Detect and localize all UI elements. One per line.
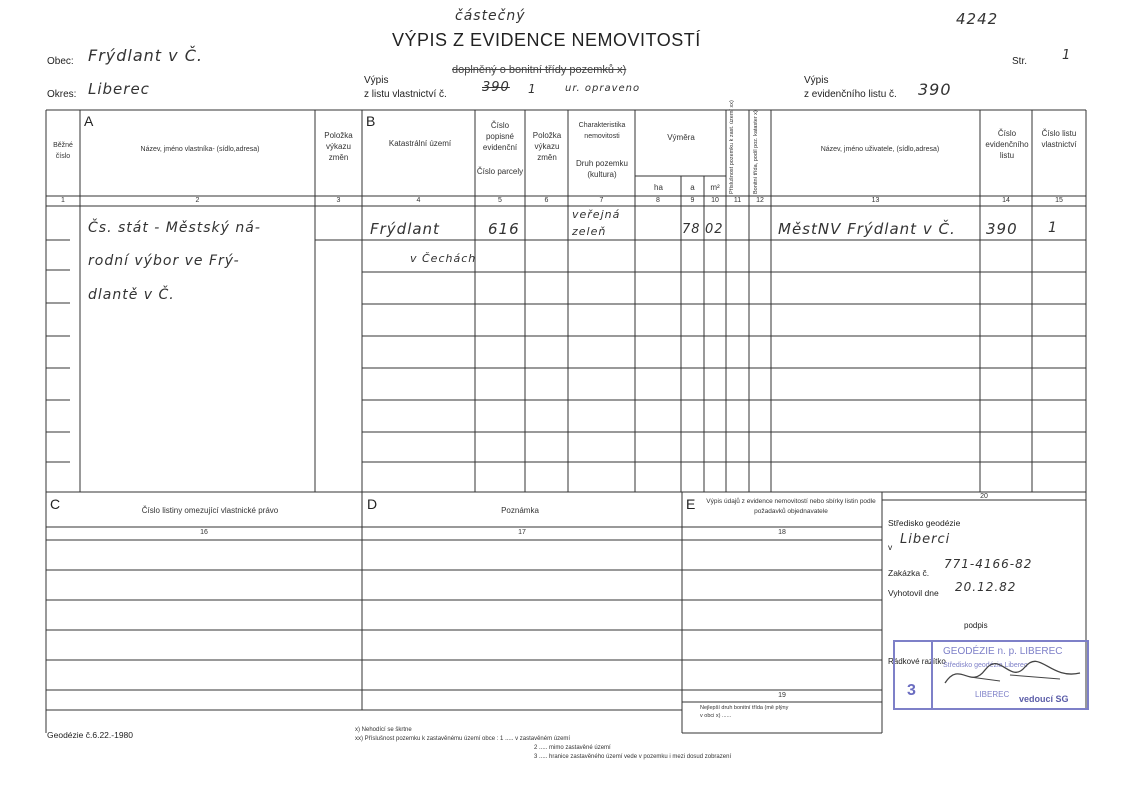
list-vl-value: 1 xyxy=(1048,220,1058,236)
col-number: 8 xyxy=(656,197,660,204)
footnote-2: xx) Příslušnost pozemku k zastavěnému území obce : 1 ..... v zastavěném území xyxy=(355,736,571,742)
col-header-vymera: Výměra xyxy=(667,133,695,142)
footnote-4: 3 ..... hranice zastavěného území vede v pozemku i mezi dosud zobrazení xyxy=(534,754,732,760)
col-number: 2 xyxy=(195,197,200,204)
v-value: Liberci xyxy=(900,532,951,547)
col-header-a: a xyxy=(690,183,695,192)
katastr-value-2: v Čechách xyxy=(410,252,477,265)
col-header-bonita: Bonitní třída, podíl poz. kataster x) xyxy=(753,110,759,194)
footnote-3: 2 ..... mimo zastavěné území xyxy=(534,745,611,751)
katastr-value: Frýdlant xyxy=(370,220,440,238)
col-number: 5 xyxy=(498,197,502,204)
stamp-line-5: vedoucí SG xyxy=(1019,694,1069,704)
col-header-vlastnik: Název, jméno vlastníka- (sídlo,adresa) xyxy=(140,146,260,153)
v-label: v xyxy=(888,542,893,552)
col-header-polozka-2: Položka výkazu změn xyxy=(532,131,562,162)
section-e-letter: E xyxy=(686,496,696,512)
col-header-polozka: Položka výkazu změn xyxy=(324,131,353,162)
col-number-16: 16 xyxy=(200,529,208,536)
col-number: 6 xyxy=(544,197,549,204)
nejlepsi-note: Nejlepší druh bonitní třída (mě plýny v obci x) ...... xyxy=(700,705,789,719)
section-c-letter: C xyxy=(50,496,61,512)
zakazka-label: Zakázka č. xyxy=(888,568,930,578)
page-title: VÝPIS Z EVIDENCE NEMOVITOSTÍ xyxy=(392,30,701,50)
section-b-letter: B xyxy=(366,113,376,129)
col-number-17: 17 xyxy=(518,529,526,536)
col-number-18: 18 xyxy=(778,529,786,536)
col-number-20: 20 xyxy=(980,493,988,500)
kultura-value-1: veřejná xyxy=(572,208,621,221)
section-a-letter: A xyxy=(84,113,94,129)
col-number: 10 xyxy=(711,197,719,204)
col-header-m2: m² xyxy=(710,183,720,192)
str-label: Str. xyxy=(1012,56,1028,67)
col-number: 12 xyxy=(756,197,764,204)
col18-title: Výpis údajů z evidence nemovitostí nebo sbírky listin podle požadavků objednavatele xyxy=(706,498,876,515)
col-number: 3 xyxy=(336,197,341,204)
col-number: 15 xyxy=(1055,197,1063,204)
uzivatel-value: MěstNV Frýdlant v Č. xyxy=(778,220,956,238)
col-header-parcela: Číslo parcely xyxy=(476,167,524,176)
col-number: 9 xyxy=(690,197,695,204)
col-number: 7 xyxy=(599,197,604,204)
list-struck-number: 390 xyxy=(482,80,510,95)
vymera-m2-value: 02 xyxy=(705,222,724,237)
col-header-prislusnost: Příslušnost pozemku k zast. území xx) xyxy=(729,100,735,194)
col-header-popisne: Číslo popisné evidenční xyxy=(482,121,518,152)
col17-title: Poznámka xyxy=(501,506,539,515)
evid-label: Výpis xyxy=(804,75,829,86)
supplement-text: doplněný o bonitní třídy pozemků x) xyxy=(452,64,627,76)
col-header-ha: ha xyxy=(654,183,663,192)
col-number: 14 xyxy=(1002,197,1010,204)
document-number: 4242 xyxy=(956,10,999,28)
obec-label: Obec: xyxy=(47,56,74,67)
stamp-line-2: Středisko geodézie Liberec xyxy=(943,662,1028,669)
list-number: 1 xyxy=(528,82,537,96)
col-header-kultura: Druh pozemku (kultura) xyxy=(575,159,629,179)
col-header-list-vl: Číslo listu vlastnictví xyxy=(1041,129,1077,149)
okres-label: Okres: xyxy=(47,89,77,100)
form-number: Geodézie č.6.22.-1980 xyxy=(47,730,134,740)
vyhotovil-label: Vyhotovil dne xyxy=(888,588,939,598)
col16-title: Číslo listiny omezující vlastnické právo xyxy=(141,506,279,515)
evid-label-2: z evidenčního listu č. xyxy=(804,89,897,100)
col-number-19: 19 xyxy=(778,692,786,699)
vyhotovil-value: 20.12.82 xyxy=(955,580,1017,594)
owner-line-3: dlantě v Č. xyxy=(88,287,175,303)
vypis-label: Výpis xyxy=(364,75,389,86)
owner-line-1: Čs. stát - Městský ná- xyxy=(88,220,261,236)
parcela-value: 616 xyxy=(488,220,520,238)
kultura-value-2: zeleň xyxy=(572,225,607,238)
podpis-label: podpis xyxy=(964,621,988,630)
okres-value: Liberec xyxy=(88,80,150,98)
section-d-letter: D xyxy=(367,496,378,512)
list-note: ur. opraveno xyxy=(565,83,641,94)
evid-value: 390 xyxy=(918,80,952,99)
col-header-uzivatel: Název, jméno uživatele, (sídlo,adresa) xyxy=(820,146,940,153)
col-header-cislo: Běžné číslo xyxy=(53,142,73,160)
col-number: 13 xyxy=(871,197,880,204)
list-label: z listu vlastnictví č. xyxy=(364,89,447,100)
obec-value: Frýdlant v Č. xyxy=(88,46,203,65)
title-prefix: částečný xyxy=(455,8,526,24)
owner-line-2: rodní výbor ve Frý- xyxy=(88,253,240,269)
signature xyxy=(940,655,1090,695)
stamp-line-4: LIBEREC xyxy=(975,690,1010,699)
stamp-number: 3 xyxy=(907,682,916,699)
str-value: 1 xyxy=(1062,48,1072,63)
vymera-a-value: 78 xyxy=(682,222,701,237)
zakazka-value: 771-4166-82 xyxy=(944,557,1033,571)
stamp-line-1: GEODÉZIE n. p. LIBEREC xyxy=(943,646,1063,657)
col-number: 11 xyxy=(733,197,742,204)
evid-list-value: 390 xyxy=(986,220,1018,238)
col-header-evid-list: Číslo evidenčního listu xyxy=(985,129,1029,160)
col-number: 1 xyxy=(61,197,65,204)
razitko-label: Rádkové razítko xyxy=(888,657,946,666)
stredisko-label: Středisko geodézie xyxy=(888,518,961,528)
col-header-katastr: Katastrální území xyxy=(388,139,452,148)
footnote-1: x) Nehodící se škrtne xyxy=(355,727,412,733)
col-number: 4 xyxy=(416,197,421,204)
col-header-charakteristika: Charakteristika nemovitosti xyxy=(578,122,626,140)
